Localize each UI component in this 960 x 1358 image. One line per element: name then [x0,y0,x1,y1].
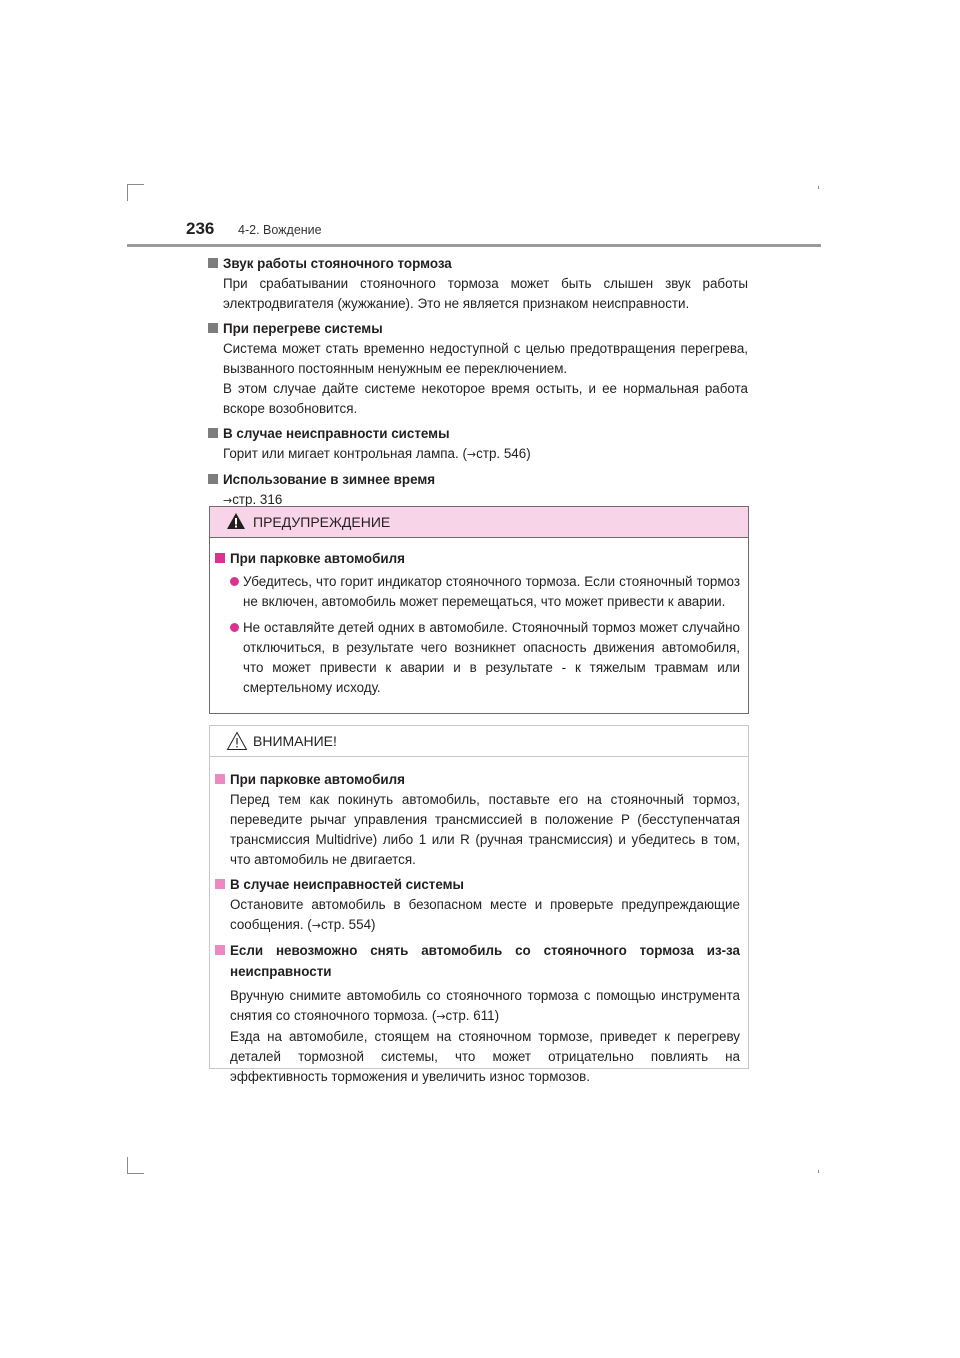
section-text: В этом случае дайте системе некоторое время остыть, и ее нормальная работа вскоре возобновится. [223,381,748,416]
square-bullet-icon [208,428,218,438]
crop-mark-top-left-vertical [127,184,128,201]
square-bullet-icon [208,323,218,333]
page-reference-link[interactable]: стр. 316 [232,492,283,507]
section-overheating [208,318,748,419]
caution-triangle-icon [226,731,248,751]
arrow-right-icon: → [436,1010,446,1023]
crop-mark-bottom-left-vertical [127,1157,128,1174]
page-reference-link[interactable]: стр. 546) [476,446,531,461]
notice-title-bar [210,726,748,757]
section-malfunction [208,423,748,465]
crop-mark-top-left-horizontal [127,184,144,185]
notice-item-parking [215,769,740,870]
section-text: Система может стать временно недоступной с целью предотвращения перегрева, вызванного постоянным ненужным ее переключением. [223,341,748,376]
square-bullet-icon [215,774,225,784]
arrow-right-icon: → [311,919,321,932]
notice-heading: При парковке автомобиля [215,769,740,790]
warning-title: ПРЕДУПРЕЖДЕНИЕ [253,514,391,530]
warning-bullet: Не оставляйте детей одних в автомобиле. Стояночный тормоз может случайно отключиться, в результате чего возникнет опасность движения автомобиля, что может привести к аварии и в результате - к тяжелым травмам или смертельному исходу. [215,618,740,698]
notice-text: Остановите автомобиль в безопасном месте и проверьте предупреждающие сообщения. (→стр. 554) [230,897,740,932]
section-text: При срабатывании стояночного тормоза может быть слышен звук работы электродвигателя (жужжание). Это не является признаком неисправности. [223,276,748,311]
section-text: Горит или мигает контрольная лампа. (→стр. 546) [223,446,531,461]
section-winter-use [208,469,748,511]
notice-box [209,725,749,1084]
square-bullet-icon [215,945,225,955]
section-heading: При перегреве системы [208,318,748,339]
section-parking-brake-sound [208,253,748,314]
square-bullet-icon [208,474,218,484]
notice-title: ВНИМАНИЕ! [253,733,337,749]
notice-text: Вручную снимите автомобиль со стояночного тормоза с помощью инструмента снятия со стояночного тормоза. (→стр. 611) [230,988,740,1023]
notice-heading: Если невозможно снять автомобиль со стояночного тормоза из-за неисправности [215,940,740,982]
main-content [208,253,748,515]
notice-text: Езда на автомобиле, стоящем на стояночном тормозе, приведет к перегреву деталей тормозной системы, что может отрицательно повлиять на эффективность торможения и увеличить износ тормозов. [230,1029,740,1084]
notice-body [210,757,748,1087]
notice-heading: В случае неисправностей системы [215,874,740,895]
crop-mark-bottom-right [818,1170,819,1173]
notice-item-release [215,940,740,1087]
page-number: 236 [186,219,215,238]
square-bullet-icon [208,258,218,268]
arrow-right-icon: → [466,448,477,461]
warning-bullet: Убедитесь, что горит индикатор стояночного тормоза. Если стояночный тормоз не включен, автомобиль может перемещаться, что может привести к аварии. [215,572,740,612]
page-header [186,218,826,240]
round-bullet-icon [230,623,239,632]
notice-text: Перед тем как покинуть автомобиль, поставьте его на стояночный тормоз, переведите рычаг управления трансмиссией в положение P (бесступенчатая трансмиссия Multidrive) либо 1 или R (ручная трансмиссия) и убедитесь в том, что автомобиль не двигается. [230,792,740,867]
page-reference-link[interactable]: стр. 554) [320,917,376,932]
warning-title-bar [210,507,748,538]
warning-box [209,506,749,714]
square-bullet-icon [215,553,225,563]
square-bullet-icon [215,879,225,889]
section-label: 4-2. Вождение [238,223,322,237]
warning-body [210,538,748,698]
section-heading: Использование в зимнее время [208,469,748,490]
crop-mark-top-right [818,186,819,189]
page-reference-link[interactable]: стр. 611) [445,1008,500,1023]
notice-item-malfunction [215,874,740,936]
round-bullet-icon [230,577,239,586]
arrow-right-icon: → [223,494,233,507]
crop-mark-bottom-left-horizontal [127,1173,144,1174]
warning-heading: При парковке автомобиля [215,548,740,569]
section-heading: В случае неисправности системы [208,423,748,444]
section-heading: Звук работы стояночного тормоза [208,253,748,274]
header-rule [127,244,821,247]
warning-triangle-icon [226,512,246,530]
